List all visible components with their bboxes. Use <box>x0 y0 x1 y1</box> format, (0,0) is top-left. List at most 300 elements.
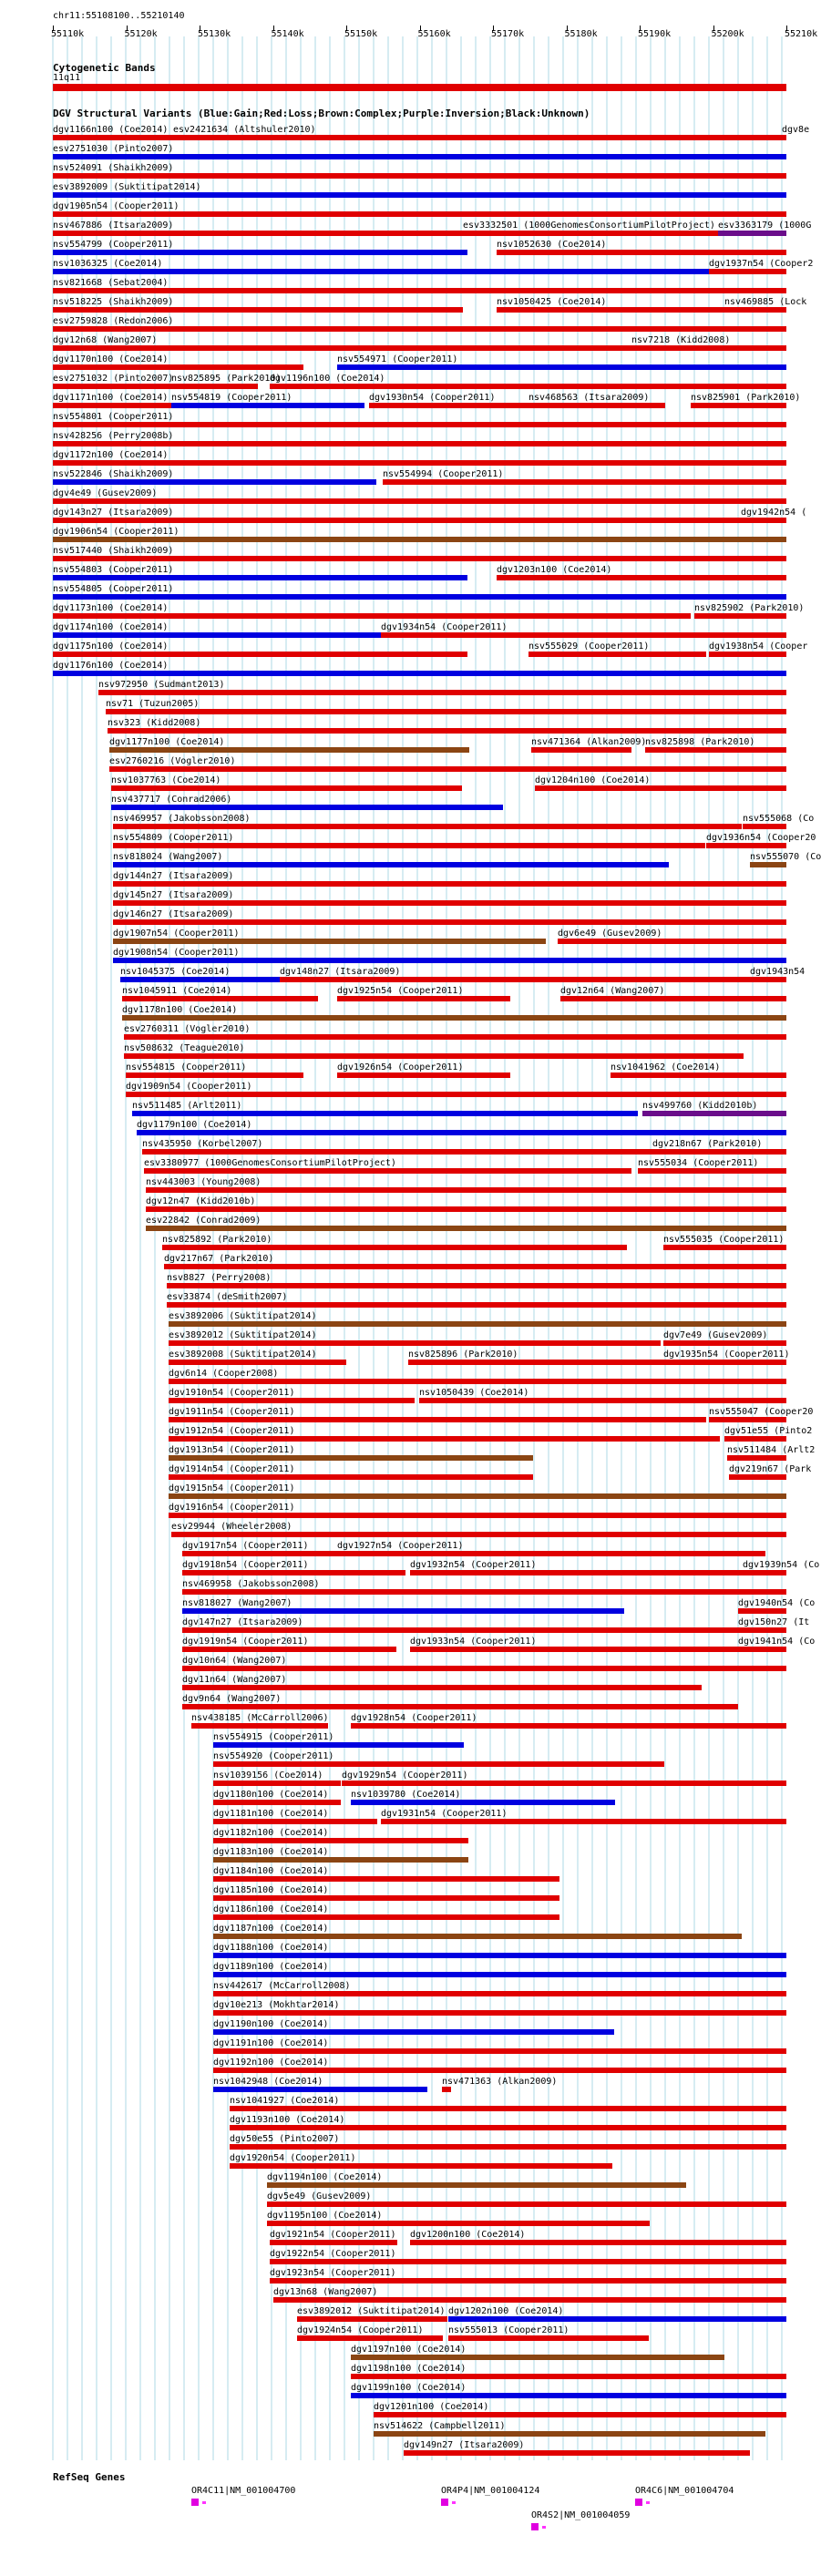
variant-label: nsv825895 (Park2010) <box>171 374 282 384</box>
gene-feature[interactable] <box>441 2499 448 2506</box>
variant-bar[interactable] <box>663 1340 786 1346</box>
variant-bar[interactable] <box>53 154 786 159</box>
variant-label: dgv10e213 (Mokhtar2014) <box>213 2000 340 2010</box>
variant-bar[interactable] <box>267 2182 686 2188</box>
variant-bar[interactable] <box>108 728 786 734</box>
variant-bar[interactable] <box>351 2374 786 2379</box>
variant-bar[interactable] <box>53 403 171 408</box>
variant-bar[interactable] <box>53 671 786 676</box>
variant-bar[interactable] <box>113 881 786 887</box>
variant-bar[interactable] <box>53 345 636 351</box>
variant-label: nsv71 (Tuzun2005) <box>106 699 200 709</box>
variant-bar[interactable] <box>642 1111 786 1116</box>
variant-label: dgv1172n100 (Coe2014) <box>53 450 169 460</box>
variant-bar[interactable] <box>124 1034 786 1040</box>
variant-bar[interactable] <box>113 939 546 944</box>
variant-label: dgv12n68 (Wang2007) <box>53 335 158 345</box>
variant-label: dgv1931n54 (Cooper2011) <box>381 1809 508 1819</box>
variant-bar[interactable] <box>213 2048 786 2054</box>
variant-bar[interactable] <box>270 2240 397 2245</box>
variant-bar[interactable] <box>213 1972 786 1977</box>
variant-label: dgv5e49 (Gusev2009) <box>267 2191 372 2201</box>
variant-label: nsv514622 (Campbell2011) <box>374 2421 506 2431</box>
gene-label: OR4P4|NM_001004124 <box>441 2486 540 2496</box>
variant-bar[interactable] <box>182 1570 405 1575</box>
variant-label: dgv1942n54 ( <box>741 508 807 518</box>
variant-label: dgv6e49 (Gusev2009) <box>558 929 662 939</box>
variant-bar[interactable] <box>171 403 364 408</box>
variant-label: nsv1041927 (Coe2014) <box>230 2096 340 2106</box>
variant-bar[interactable] <box>169 1379 786 1384</box>
variant-label: nsv555070 (Co <box>750 852 821 862</box>
variant-label: dgv1921n54 (Cooper2011) <box>270 2230 396 2240</box>
variant-bar[interactable] <box>213 1838 468 1843</box>
variant-bar[interactable] <box>448 2316 786 2322</box>
variant-label: nsv825901 (Park2010) <box>691 393 801 403</box>
variant-bar[interactable] <box>270 2278 786 2284</box>
variant-label: dgv150n27 (It <box>738 1617 810 1627</box>
variant-bar[interactable] <box>560 996 786 1001</box>
variant-label: dgv1203n100 (Coe2014) <box>497 565 612 575</box>
variant-bar[interactable] <box>497 575 786 580</box>
variant-bar[interactable] <box>611 1072 786 1078</box>
variant-label: dgv1202n100 (Coe2014) <box>448 2306 564 2316</box>
variant-bar[interactable] <box>53 364 303 370</box>
variant-label: dgv1912n54 (Cooper2011) <box>169 1426 295 1436</box>
variant-label: dgv1928n54 (Cooper2011) <box>351 1713 477 1723</box>
variant-bar[interactable] <box>743 1570 786 1575</box>
variant-label: dgv1941n54 (Co <box>738 1637 816 1647</box>
variant-bar[interactable] <box>535 785 786 791</box>
variant-label: esv3892008 (Suktitipat2014) <box>169 1350 317 1360</box>
variant-bar[interactable] <box>663 1360 786 1365</box>
variant-bar[interactable] <box>213 1934 742 1939</box>
variant-bar[interactable] <box>369 403 529 408</box>
variant-bar[interactable] <box>111 785 462 791</box>
variant-bar[interactable] <box>169 1455 533 1461</box>
variant-bar[interactable] <box>122 1015 786 1021</box>
variant-bar[interactable] <box>297 2335 443 2341</box>
variant-bar[interactable] <box>463 231 718 236</box>
variant-bar[interactable] <box>410 1647 747 1652</box>
variant-bar[interactable] <box>663 1245 786 1250</box>
variant-bar[interactable] <box>213 1781 341 1786</box>
variant-bar[interactable] <box>182 1627 747 1633</box>
variant-bar[interactable] <box>337 1551 765 1556</box>
variant-label: dgv1200n100 (Coe2014) <box>410 2230 526 2240</box>
gene-feature[interactable] <box>531 2523 539 2530</box>
variant-label: nsv555013 (Cooper2011) <box>448 2325 570 2335</box>
variant-bar[interactable] <box>120 977 280 982</box>
variant-label: dgv1182n100 (Coe2014) <box>213 1828 329 1838</box>
ruler-tick-label: 55160k <box>417 29 451 39</box>
variant-bar[interactable] <box>182 1551 337 1556</box>
variant-bar[interactable] <box>53 422 786 427</box>
variant-bar[interactable] <box>109 747 469 753</box>
variant-label: nsv555068 (Co <box>743 814 815 824</box>
variant-bar[interactable] <box>529 652 706 657</box>
variant-bar[interactable] <box>230 2106 786 2111</box>
variant-label: esv3892006 (Suktitipat2014) <box>169 1311 317 1321</box>
variant-label: dgv51e55 (Pinto2 <box>724 1426 813 1436</box>
variant-bar[interactable] <box>53 594 786 600</box>
variant-label: dgv1176n100 (Coe2014) <box>53 661 169 671</box>
variant-label: nsv437717 (Conrad2006) <box>111 795 232 805</box>
variant-bar[interactable] <box>213 2010 786 2016</box>
variant-bar[interactable] <box>106 709 786 714</box>
variant-bar[interactable] <box>53 498 786 504</box>
variant-label: dgv144n27 (Itsara2009) <box>113 871 234 881</box>
variant-bar[interactable] <box>113 843 705 848</box>
variant-bar[interactable] <box>351 1723 786 1729</box>
variant-bar[interactable] <box>169 1513 786 1518</box>
variant-bar[interactable] <box>351 1800 615 1805</box>
variant-bar[interactable] <box>213 2068 786 2073</box>
variant-bar[interactable] <box>213 1953 786 1958</box>
variant-bar[interactable] <box>53 441 786 446</box>
variant-label: dgv1183n100 (Coe2014) <box>213 1847 329 1857</box>
variant-bar[interactable] <box>53 632 385 638</box>
variant-bar[interactable] <box>53 479 376 485</box>
variant-bar[interactable] <box>213 1761 664 1767</box>
variant-label: nsv554815 (Cooper2011) <box>126 1062 247 1072</box>
variant-bar[interactable] <box>267 2221 650 2226</box>
cytoband-11q11[interactable] <box>53 84 786 91</box>
variant-bar[interactable] <box>122 996 318 1001</box>
variant-bar[interactable] <box>109 766 786 772</box>
gene-feature[interactable] <box>635 2499 642 2506</box>
variant-bar[interactable] <box>213 1742 464 1748</box>
variant-bar[interactable] <box>162 1245 627 1250</box>
variant-bar[interactable] <box>182 1704 738 1709</box>
variant-bar[interactable] <box>230 2163 612 2169</box>
variant-label: dgv1925n54 (Cooper2011) <box>337 986 464 996</box>
variant-label: esv2759828 (Redon2006) <box>53 316 174 326</box>
variant-bar[interactable] <box>213 2087 427 2092</box>
variant-label: dgv1171n100 (Coe2014) <box>53 393 169 403</box>
variant-label: dgv1922n54 (Cooper2011) <box>270 2249 396 2259</box>
variant-label: dgv149n27 (Itsara2009) <box>404 2440 525 2450</box>
gene-exon <box>452 2501 456 2504</box>
variant-bar[interactable] <box>126 1072 303 1078</box>
variant-label: nsv511484 (Arlt2 <box>727 1445 816 1455</box>
variant-bar[interactable] <box>213 1800 341 1805</box>
variant-bar[interactable] <box>113 958 786 963</box>
variant-bar[interactable] <box>53 460 786 466</box>
variant-bar[interactable] <box>270 2259 786 2264</box>
variant-bar[interactable] <box>169 1398 415 1403</box>
variant-bar[interactable] <box>442 2087 451 2092</box>
variant-bar[interactable] <box>448 2335 649 2341</box>
variant-label: dgv1924n54 (Cooper2011) <box>297 2325 424 2335</box>
variant-bar[interactable] <box>709 652 786 657</box>
variant-bar[interactable] <box>351 2355 724 2360</box>
variant-bar[interactable] <box>724 307 786 313</box>
variant-bar[interactable] <box>182 1666 786 1671</box>
variant-label: nsv554805 (Cooper2011) <box>53 584 174 594</box>
variant-bar[interactable] <box>718 231 786 236</box>
variant-label: esv3892009 (Suktitipat2014) <box>53 182 201 192</box>
variant-label: dgv10n64 (Wang2007) <box>182 1656 287 1666</box>
variant-bar[interactable] <box>137 1130 786 1135</box>
variant-label: dgv219n67 (Park <box>729 1464 812 1474</box>
variant-label: esv2421634 (Altshuler2010) <box>173 125 316 135</box>
variant-bar[interactable] <box>652 1149 786 1155</box>
variant-bar[interactable] <box>213 1857 468 1863</box>
variant-bar[interactable] <box>191 1723 328 1729</box>
variant-bar[interactable] <box>381 632 786 638</box>
variant-bar[interactable] <box>111 805 503 810</box>
variant-bar[interactable] <box>53 211 786 217</box>
variant-bar[interactable] <box>213 1914 559 1920</box>
variant-bar[interactable] <box>738 1608 786 1614</box>
variant-label: dgv50e55 (Pinto2007) <box>230 2134 340 2144</box>
variant-label: nsv555034 (Cooper2011) <box>638 1158 759 1168</box>
variant-bar[interactable] <box>729 1474 786 1480</box>
variant-label: nsv435950 (Korbel2007) <box>142 1139 263 1149</box>
variant-bar[interactable] <box>53 518 745 523</box>
variant-bar[interactable] <box>171 1532 786 1537</box>
variant-bar[interactable] <box>53 384 171 389</box>
variant-bar[interactable] <box>419 1398 786 1403</box>
variant-bar[interactable] <box>691 403 786 408</box>
variant-bar[interactable] <box>53 192 786 198</box>
variant-bar[interactable] <box>182 1685 702 1690</box>
variant-label: dgv1926n54 (Cooper2011) <box>337 1062 464 1072</box>
variant-bar[interactable] <box>280 977 750 982</box>
variant-label: nsv555035 (Cooper2011) <box>663 1235 785 1245</box>
variant-label: dgv12n64 (Wang2007) <box>560 986 665 996</box>
variant-label: dgv1198n100 (Coe2014) <box>351 2364 467 2374</box>
variant-label: dgv1166n100 (Coe2014) <box>53 125 169 135</box>
variant-bar[interactable] <box>169 1474 533 1480</box>
variant-bar[interactable] <box>404 2450 750 2456</box>
variant-bar[interactable] <box>213 1895 559 1901</box>
variant-bar[interactable] <box>124 1053 744 1059</box>
variant-bar[interactable] <box>694 613 786 619</box>
variant-bar[interactable] <box>169 1340 661 1346</box>
variant-bar[interactable] <box>270 384 786 389</box>
variant-bar[interactable] <box>146 1226 786 1231</box>
variant-bar[interactable] <box>146 1187 786 1193</box>
variant-bar[interactable] <box>410 1570 747 1575</box>
variant-bar[interactable] <box>738 1627 786 1633</box>
variant-label: nsv825902 (Park2010) <box>694 603 805 613</box>
variant-bar[interactable] <box>169 1493 786 1499</box>
variant-label: nsv1045375 (Coe2014) <box>120 967 231 977</box>
variant-label: dgv1906n54 (Cooper2011) <box>53 527 180 537</box>
variant-bar[interactable] <box>497 250 786 255</box>
variant-label: dgv1170n100 (Coe2014) <box>53 354 169 364</box>
variant-bar[interactable] <box>267 2201 786 2207</box>
variant-label: nsv554819 (Cooper2011) <box>171 393 292 403</box>
variant-bar[interactable] <box>408 1360 663 1365</box>
variant-bar[interactable] <box>374 2412 786 2417</box>
variant-bar[interactable] <box>297 2316 447 2322</box>
variant-bar[interactable] <box>53 326 786 332</box>
variant-bar[interactable] <box>724 1436 786 1442</box>
variant-label: dgv1908n54 (Cooper2011) <box>113 948 240 958</box>
variant-bar[interactable] <box>167 1283 786 1288</box>
variant-bar[interactable] <box>374 2431 765 2437</box>
variant-bar[interactable] <box>381 1819 786 1824</box>
variant-bar[interactable] <box>182 1608 624 1614</box>
variant-label: dgv1932n54 (Cooper2011) <box>410 1560 537 1570</box>
variant-label: esv3363179 (1000G <box>718 221 812 231</box>
variant-bar[interactable] <box>738 1647 786 1652</box>
variant-bar[interactable] <box>631 345 786 351</box>
variant-label: nsv554801 (Cooper2011) <box>53 412 174 422</box>
variant-bar[interactable] <box>182 1589 786 1595</box>
variant-bar[interactable] <box>529 403 665 408</box>
variant-bar[interactable] <box>164 1264 786 1269</box>
variant-bar[interactable] <box>182 1647 396 1652</box>
variant-bar[interactable] <box>169 1417 706 1422</box>
variant-bar[interactable] <box>743 824 786 829</box>
variant-bar[interactable] <box>53 173 786 179</box>
variant-bar[interactable] <box>53 537 786 542</box>
variant-bar[interactable] <box>142 1149 652 1155</box>
variant-label: nsv469958 (Jakobsson2008) <box>182 1579 320 1589</box>
gene-feature[interactable] <box>191 2499 199 2506</box>
variant-label: nsv443003 (Young2008) <box>146 1177 262 1187</box>
variant-bar[interactable] <box>709 1417 786 1422</box>
variant-bar[interactable] <box>558 939 786 944</box>
variant-label: dgv1175n100 (Coe2014) <box>53 641 169 652</box>
variant-label: nsv7218 (Kidd2008) <box>631 335 731 345</box>
variant-bar[interactable] <box>709 269 786 274</box>
variant-bar[interactable] <box>53 269 709 274</box>
variant-bar[interactable] <box>645 747 786 753</box>
variant-label: nsv972950 (Sudmant2013) <box>98 680 225 690</box>
variant-bar[interactable] <box>782 135 786 140</box>
variant-bar[interactable] <box>706 843 786 848</box>
variant-bar[interactable] <box>342 1781 786 1786</box>
variant-bar[interactable] <box>213 1876 559 1882</box>
variant-bar[interactable] <box>638 1168 786 1174</box>
variant-bar[interactable] <box>53 288 786 293</box>
variant-bar[interactable] <box>113 919 786 925</box>
gene-label: OR4C11|NM_001004700 <box>191 2486 296 2496</box>
variant-label: esv29944 (Wheeler2008) <box>171 1522 292 1532</box>
ruler-tick-label: 55120k <box>124 29 158 39</box>
variant-bar[interactable] <box>169 1321 786 1327</box>
variant-label: dgv1905n54 (Cooper2011) <box>53 201 180 211</box>
variant-label: esv2751030 (Pinto2007) <box>53 144 174 154</box>
variant-label: dgv1187n100 (Coe2014) <box>213 1924 329 1934</box>
variant-label: dgv9n64 (Wang2007) <box>182 1694 282 1704</box>
variant-bar[interactable] <box>132 1111 638 1116</box>
variant-bar[interactable] <box>53 652 467 657</box>
variant-bar[interactable] <box>410 2240 786 2245</box>
variant-bar[interactable] <box>741 518 786 523</box>
dgv-section-title: DGV Structural Variants (Blue:Gain;Red:Loss;Brown:Complex;Purple:Inversion;Black:Unknown) <box>53 108 590 119</box>
variant-label: dgv1940n54 (Co <box>738 1598 816 1608</box>
ruler-tick-label: 55140k <box>271 29 304 39</box>
variant-bar[interactable] <box>337 996 510 1001</box>
variant-label: dgv1188n100 (Coe2014) <box>213 1943 329 1953</box>
variant-bar[interactable] <box>497 307 738 313</box>
variant-label: dgv1916n54 (Cooper2011) <box>169 1503 295 1513</box>
variant-bar[interactable] <box>213 2029 614 2035</box>
variant-label: dgv1201n100 (Coe2014) <box>374 2402 489 2412</box>
variant-bar[interactable] <box>146 1206 786 1212</box>
variant-label: dgv8e <box>782 125 810 135</box>
variant-bar[interactable] <box>53 250 467 255</box>
variant-bar[interactable] <box>126 1092 786 1097</box>
variant-bar[interactable] <box>337 364 786 370</box>
variant-label: nsv818027 (Wang2007) <box>182 1598 292 1608</box>
variant-label: dgv1195n100 (Coe2014) <box>267 2211 383 2221</box>
variant-bar[interactable] <box>144 1168 631 1174</box>
variant-bar[interactable] <box>169 1436 720 1442</box>
variant-label: dgv1910n54 (Cooper2011) <box>169 1388 295 1398</box>
variant-label: dgv1936n54 (Cooper20 <box>706 833 816 843</box>
variant-label: dgv1938n54 (Cooper <box>709 641 808 652</box>
variant-label: nsv1045911 (Coe2014) <box>122 986 232 996</box>
variant-bar[interactable] <box>351 2393 786 2398</box>
gene-exon <box>646 2501 650 2504</box>
variant-bar[interactable] <box>230 2144 786 2150</box>
variant-bar[interactable] <box>169 1360 346 1365</box>
variant-label: dgv1935n54 (Cooper2011) <box>663 1350 790 1360</box>
variant-label: dgv218n67 (Park2010) <box>652 1139 763 1149</box>
variant-bar[interactable] <box>383 479 786 485</box>
variant-bar[interactable] <box>53 556 786 561</box>
variant-bar[interactable] <box>213 1819 377 1824</box>
variant-label: dgv217n67 (Park2010) <box>164 1254 274 1264</box>
ruler-title: chr11:55108100..55210140 <box>53 11 185 21</box>
variant-bar[interactable] <box>113 900 786 906</box>
cytoband-label: 11q11 <box>53 73 81 83</box>
variant-bar[interactable] <box>213 1991 786 1996</box>
variant-bar[interactable] <box>173 135 786 140</box>
refseq-section-title: RefSeq Genes <box>53 2471 126 2483</box>
variant-bar[interactable] <box>53 613 691 619</box>
variant-bar[interactable] <box>750 862 786 867</box>
variant-bar[interactable] <box>531 747 631 753</box>
variant-bar[interactable] <box>167 1302 786 1308</box>
variant-label: dgv1929n54 (Cooper2011) <box>342 1770 468 1781</box>
variant-bar[interactable] <box>171 384 258 389</box>
variant-bar[interactable] <box>750 977 786 982</box>
variant-label: dgv1178n100 (Coe2014) <box>122 1005 238 1015</box>
variant-label: dgv1173n100 (Coe2014) <box>53 603 169 613</box>
gene-exon <box>202 2501 206 2504</box>
variant-bar[interactable] <box>113 824 742 829</box>
variant-label: nsv438185 (McCarroll2006) <box>191 1713 329 1723</box>
variant-bar[interactable] <box>273 2297 786 2303</box>
variant-label: dgv147n27 (Itsara2009) <box>182 1617 303 1627</box>
variant-label: dgv1174n100 (Coe2014) <box>53 622 169 632</box>
ruler-tick-label: 55200k <box>711 29 744 39</box>
variant-bar[interactable] <box>53 231 463 236</box>
variant-bar[interactable] <box>727 1455 786 1461</box>
variant-label: dgv1934n54 (Cooper2011) <box>381 622 508 632</box>
variant-label: dgv1907n54 (Cooper2011) <box>113 929 240 939</box>
variant-label: esv3892012 (Suktitipat2014) <box>169 1330 317 1340</box>
variant-bar[interactable] <box>113 862 669 867</box>
variant-bar[interactable] <box>53 575 467 580</box>
variant-bar[interactable] <box>230 2125 786 2130</box>
variant-label: nsv8827 (Perry2008) <box>167 1273 272 1283</box>
variant-label: nsv469885 (Lock <box>724 297 807 307</box>
variant-bar[interactable] <box>98 690 786 695</box>
variant-bar[interactable] <box>53 307 463 313</box>
variant-label: nsv554994 (Cooper2011) <box>383 469 504 479</box>
variant-bar[interactable] <box>337 1072 510 1078</box>
variant-label: nsv1041962 (Coe2014) <box>611 1062 721 1072</box>
